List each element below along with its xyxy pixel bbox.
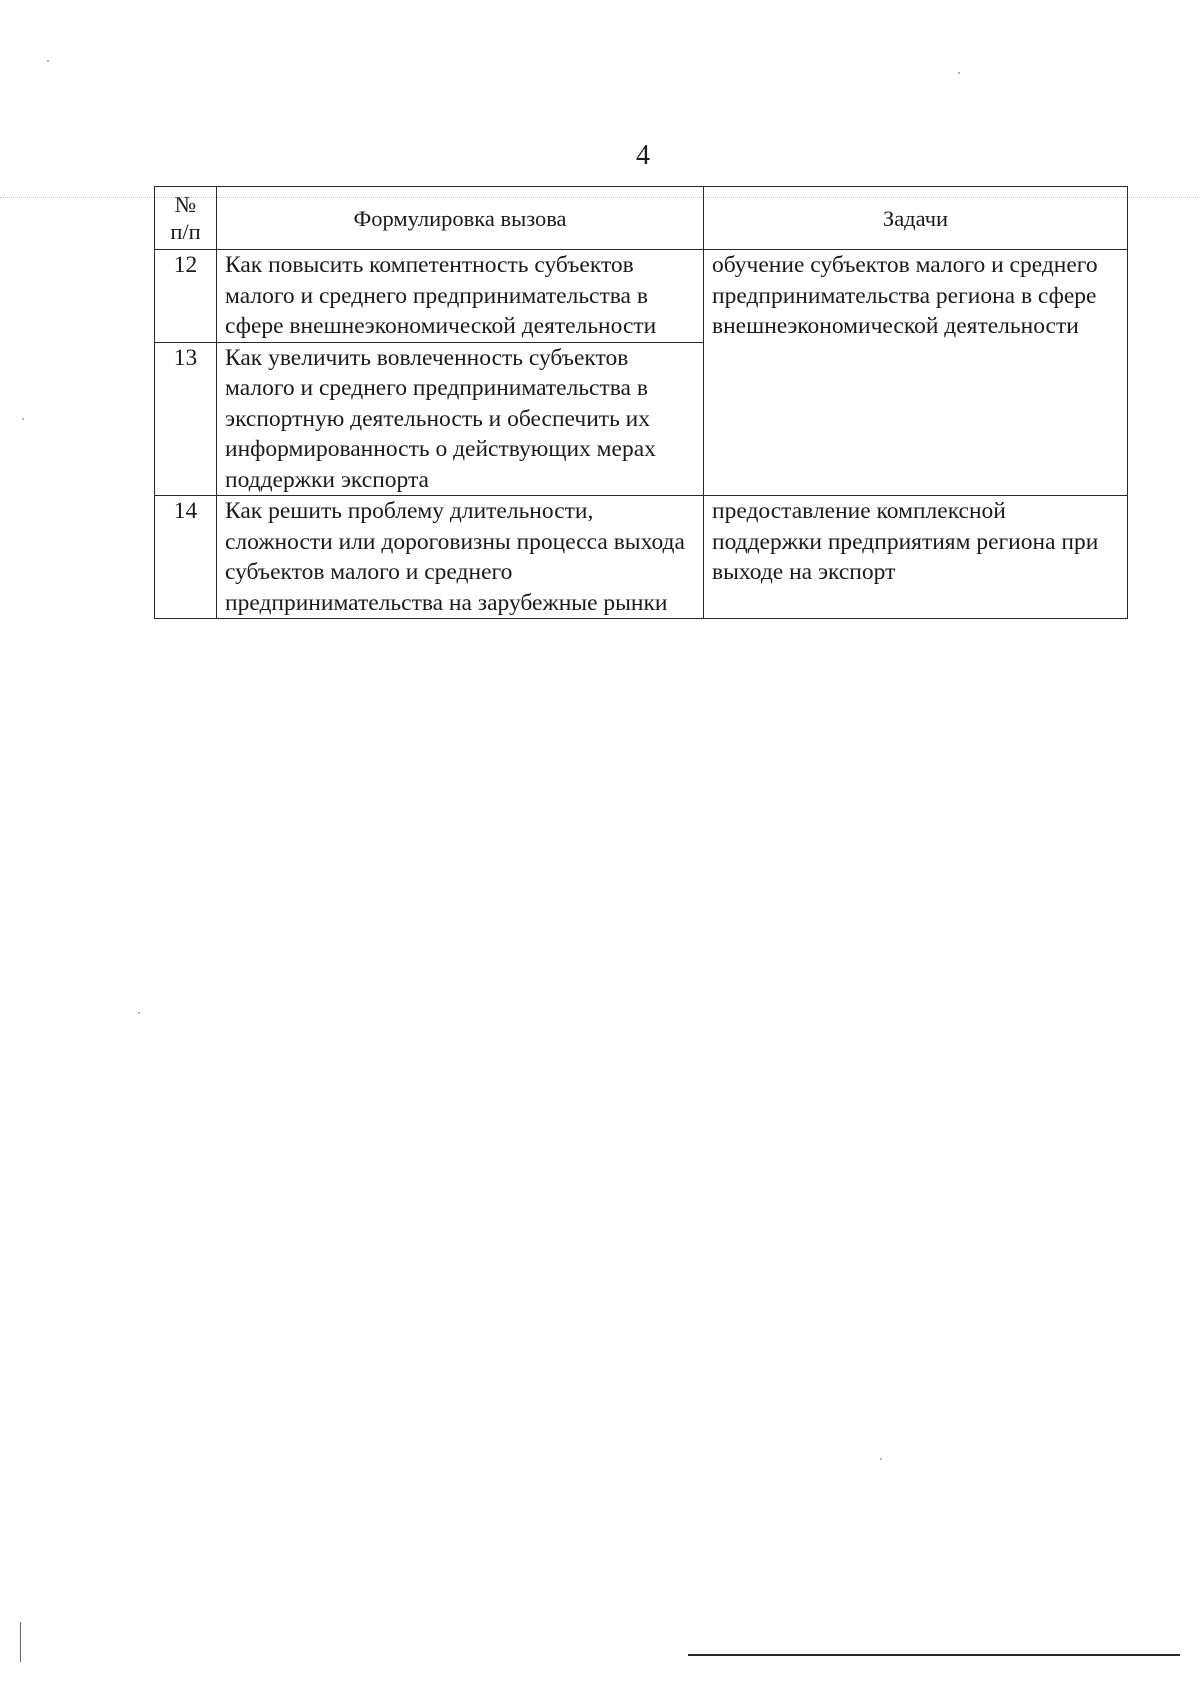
- scan-speck: [22, 418, 24, 420]
- task-text: предоставление комплексной поддержки предприятиям региона при выходе на экспорт: [704, 496, 1128, 619]
- row-number: 14: [155, 496, 217, 619]
- task-text: обучение субъектов малого и среднего предпринимательства региона в сфере внешнеэкономической деятельности: [704, 250, 1128, 496]
- challenge-text: Как решить проблему длительности, сложности или дороговизны процесса выхода субъектов малого и среднего предпринимательства на зарубежные рынки: [217, 496, 704, 619]
- scan-artifact-line: [688, 1654, 1180, 1656]
- column-header-number: [155, 187, 217, 250]
- challenge-text: Как увеличить вовлеченность субъектов малого и среднего предпринимательства в экспортную деятельность и обеспечить их информированность о действующих мерах поддержки экспорта: [217, 342, 704, 496]
- scan-speck: [138, 1012, 140, 1014]
- scan-speck: [47, 60, 49, 62]
- table-row: [155, 496, 1128, 619]
- number-sign: №: [174, 192, 197, 217]
- scan-artifact-mark: [20, 1622, 21, 1662]
- row-number: 13: [155, 342, 217, 496]
- row-number: 12: [155, 250, 217, 343]
- challenge-text: Как повысить компетентность субъектов малого и среднего предпринимательства в сфере внешнеэкономической деятельности: [217, 250, 704, 343]
- column-header-tasks: Задачи: [704, 187, 1128, 250]
- challenges-table: [154, 186, 1128, 619]
- table-header-row: [155, 187, 1128, 250]
- table-row: [155, 250, 1128, 343]
- scan-speck: [880, 1458, 882, 1460]
- number-abbrev: п/п: [170, 219, 201, 244]
- scan-speck: [958, 72, 960, 74]
- column-header-challenge: Формулировка вызова: [217, 187, 704, 250]
- page-number: 4: [636, 140, 650, 171]
